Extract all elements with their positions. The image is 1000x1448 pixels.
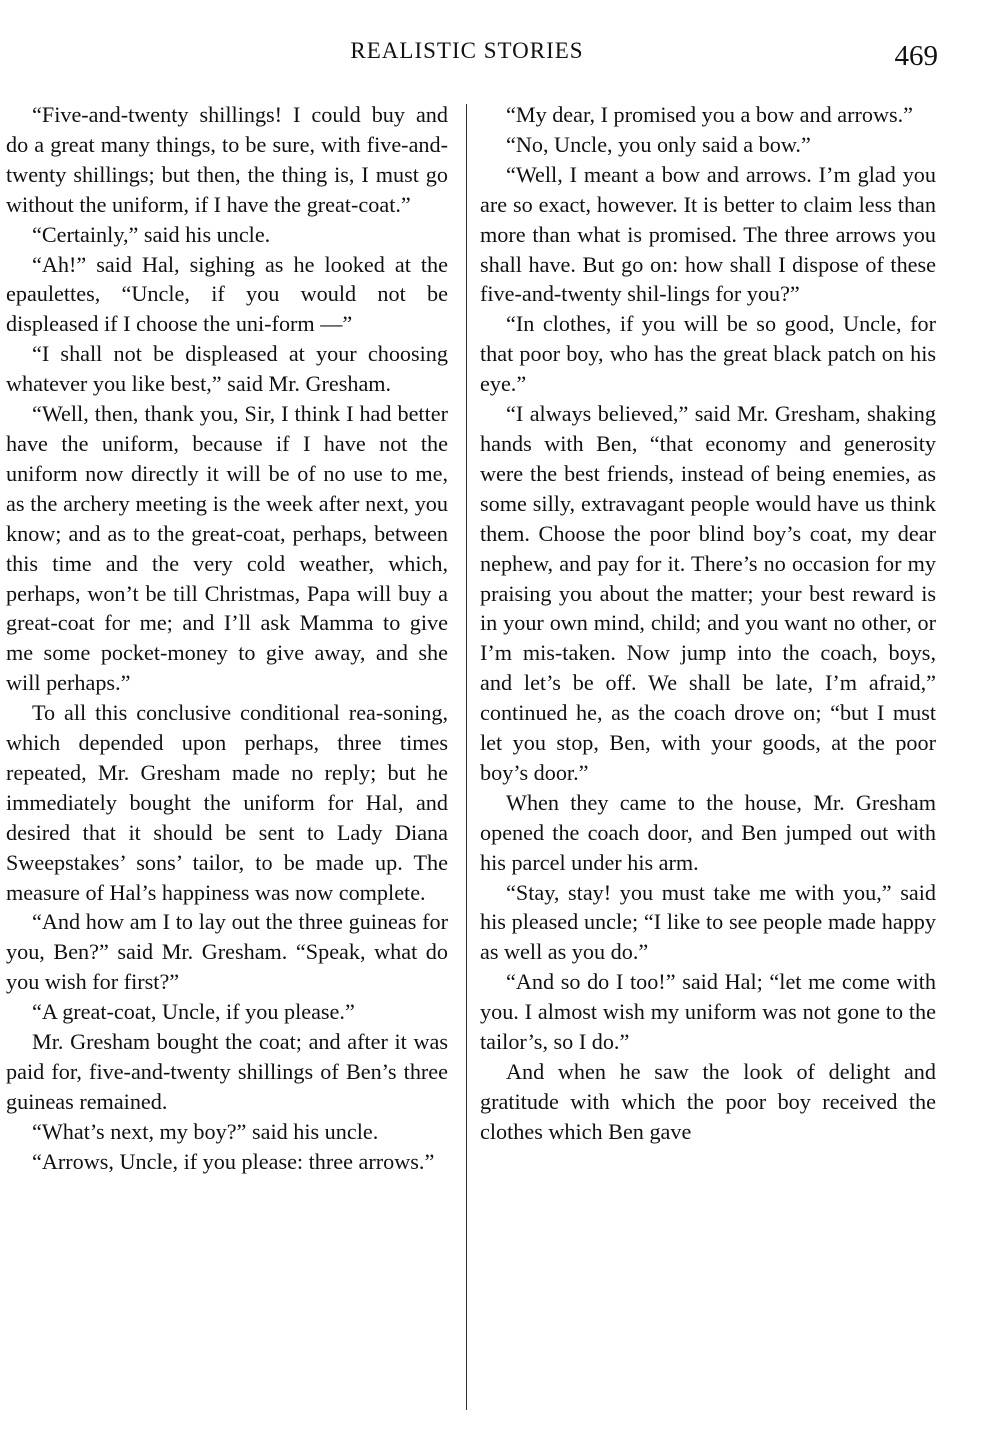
- paragraph: “Ah!” said Hal, sighing as he looked at the epaulettes, “Uncle, if you would not be displeased if I choose the uni-form —”: [6, 251, 448, 337]
- paragraph: “I always believed,” said Mr. Gresham, shaking hands with Ben, “that economy and generosity were the best friends, instead of being enemies, as some silly, extravagant people would have us think them. Choose the poor blind boy’s coat, my dear nephew, and pay for it. There’s no occasion for my praising you about the matter; your best reward is in your own mind, child; and you want no other, or I’m mis-taken. Now jump into the coach, boys, and let’s be off. We shall be late, I’m afraid,” continued he, as the coach drove on; “but I must let you stop, Ben, with your goods, at the poor boy’s door.”: [480, 401, 936, 785]
- paragraph: When they came to the house, Mr. Gresham opened the coach door, and Ben jumped out with his parcel under his arm.: [480, 789, 936, 875]
- page-number: 469: [894, 40, 938, 72]
- paragraph: “Five-and-twenty shillings! I could buy and do a great many things, to be sure, with five-and-twenty shillings; but then, the thing is, I must go without the uniform, if I have the great-coat.”: [6, 102, 448, 217]
- column-divider: [466, 104, 467, 1410]
- left-column: [6, 100, 448, 1177]
- paragraph: “Certainly,” said his uncle.: [32, 221, 271, 247]
- paragraph: “And so do I too!” said Hal; “let me come with you. I almost wish my uniform was not gone to the tailor’s, so I do.”: [480, 969, 936, 1055]
- paragraph: Mr. Gresham bought the coat; and after it was paid for, five-and-twenty shillings of Ben’s three guineas remained.: [6, 1029, 448, 1114]
- paragraph: And when he saw the look of delight and gratitude with which the poor boy received the clothes which Ben gave: [480, 1059, 936, 1144]
- paragraph: “What’s next, my boy?” said his uncle.: [32, 1118, 379, 1144]
- paragraph: “No, Uncle, you only said a bow.”: [506, 131, 811, 157]
- paragraph: “I shall not be displeased at your choosing whatever you like best,” said Mr. Gresham.: [6, 341, 448, 397]
- paragraph: “Well, I meant a bow and arrows. I’m glad you are so exact, however. It is better to claim less than more than what is promised. The three arrows you shall have. But go on: how shall I dispose of these five-and-twenty shil-lings for you?”: [480, 161, 936, 307]
- right-column: [480, 100, 936, 1147]
- paragraph: “And how am I to lay out the three guineas for you, Ben?” said Mr. Gresham. “Speak, what do you wish for first?”: [6, 909, 448, 995]
- paragraph: “In clothes, if you will be so good, Uncle, for that poor boy, who has the great black patch on his eye.”: [480, 311, 936, 397]
- paragraph: “Arrows, Uncle, if you please: three arrows.”: [32, 1148, 435, 1174]
- paragraph: “Well, then, thank you, Sir, I think I had better have the uniform, because if I have not the uniform now directly it will be of no use to me, as the archery meeting is the week after next, you know; and as to the great-coat, perhaps, between this time and the very cold weather, which, perhaps, won’t be till Christmas, Papa will buy a great-coat for me; and I’ll ask Mamma to give me some pocket-money to give away, and she will perhaps.”: [6, 401, 448, 696]
- paragraph: “My dear, I promised you a bow and arrows.”: [506, 102, 913, 127]
- paragraph: “A great-coat, Uncle, if you please.”: [32, 999, 355, 1025]
- paragraph: To all this conclusive conditional rea-soning, which depended upon perhaps, three times repeated, Mr. Gresham made no reply; but he immediately bought the uniform for Hal, and desired that it should be sent to Lady Diana Sweepstakes’ sons’ tailor, to be made up. The measure of Hal’s happiness was now complete.: [6, 700, 448, 905]
- paragraph: “Stay, stay! you must take me with you,” said his pleased uncle; “I like to see people made happy as well as you do.”: [480, 879, 936, 965]
- running-title: REALISTIC STORIES: [350, 38, 584, 63]
